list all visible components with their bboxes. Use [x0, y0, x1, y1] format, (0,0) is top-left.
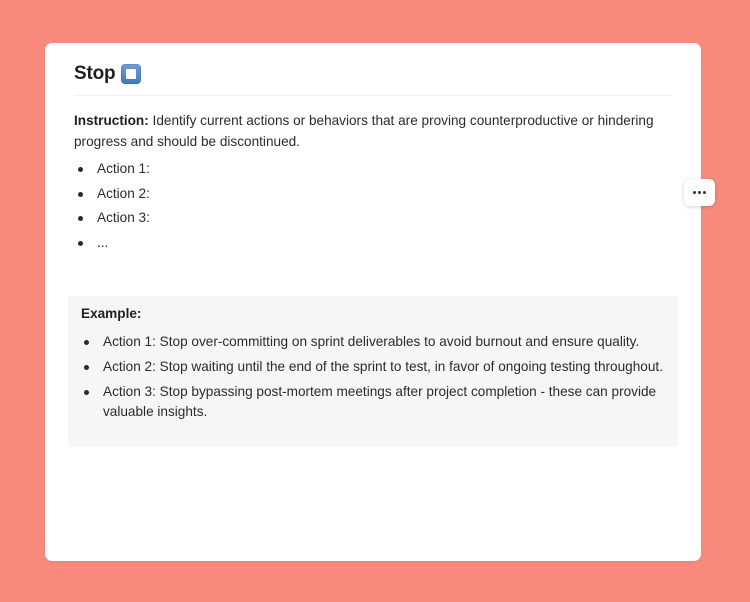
list-item: Action 2: Stop waiting until the end of the sprint to test, in favor of ongoing testing throughout. — [81, 357, 666, 377]
example-title: Example: — [81, 306, 142, 321]
list-item: ... — [75, 233, 150, 253]
card-title: Stop — [74, 63, 116, 84]
title-row — [74, 63, 141, 85]
example-box — [68, 296, 678, 447]
instruction-text: Identify current actions or behaviors that are proving counterproductive or hindering progress and should be discontinued. — [74, 113, 654, 149]
list-item: Action 1: — [75, 159, 150, 179]
list-item: Action 1: Stop over-committing on sprint deliverables to avoid burnout and ensure quality. — [81, 332, 666, 352]
template-card — [45, 43, 701, 561]
actions-list — [75, 159, 150, 257]
list-item: Action 3: Stop bypassing post-mortem meetings after project completion - these can provide valuable insights. — [81, 382, 666, 422]
more-options-button[interactable] — [684, 179, 715, 206]
stop-button-icon — [121, 64, 141, 84]
list-item: Action 2: — [75, 184, 150, 204]
instruction-label: Instruction: — [74, 113, 149, 128]
title-divider — [74, 95, 672, 96]
list-item: Action 3: — [75, 208, 150, 228]
instruction-paragraph — [74, 110, 674, 152]
example-list — [81, 332, 666, 427]
more-horizontal-icon — [693, 191, 696, 194]
